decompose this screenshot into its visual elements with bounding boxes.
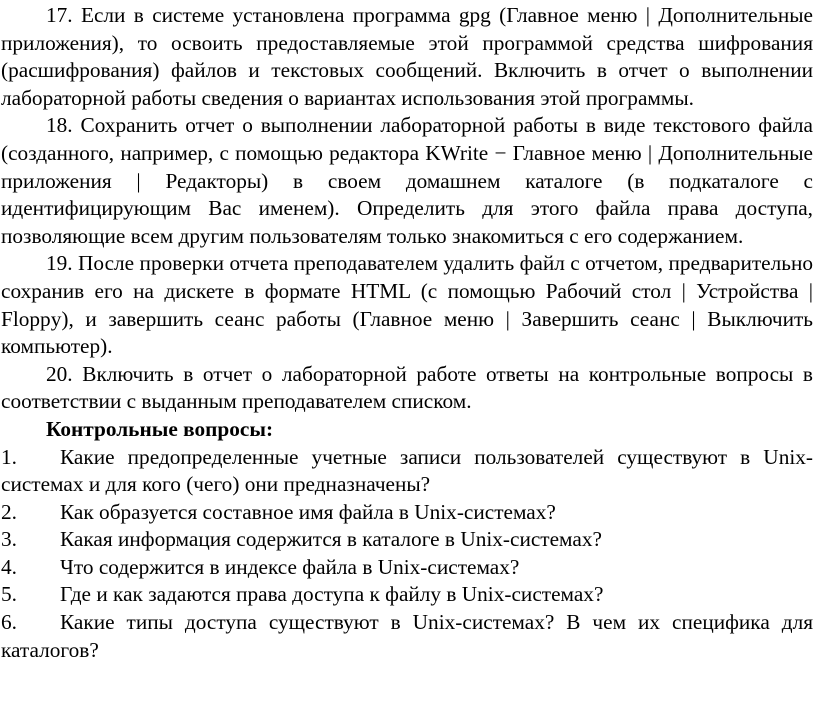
question-number: 1. bbox=[1, 444, 17, 469]
question-text: Какая информация содержится в каталоге в Unix-системах? bbox=[60, 527, 602, 552]
question-number: 4. bbox=[1, 554, 17, 579]
question-text: Какие предопределенные учетные записи пользователей существуют в Unix-системах и для кого (чего) они предназначены? bbox=[1, 444, 813, 497]
question-number: 6. bbox=[1, 610, 17, 635]
question-number: 5. bbox=[1, 582, 17, 607]
paragraph-18 bbox=[1, 112, 813, 250]
question-text: Что содержится в индексе файла в Unix-системах? bbox=[60, 554, 520, 579]
paragraph-20 bbox=[1, 361, 813, 416]
list-item bbox=[1, 609, 813, 664]
paragraph-text: Если в системе установлена программа gpg (Главное меню | Дополнительные приложения), то освоить предоставляемые этой программой средства шифрования (расшифрования) файлов и текстовых сообщений. Включить в отчет о выполнении лабораторной работы сведения о вариантах использования этой программы. bbox=[1, 3, 813, 110]
questions-heading: Контрольные вопросы: bbox=[46, 416, 274, 441]
paragraph-text: Включить в отчет о лабораторной работе ответы на контрольные вопросы в соответствии с выданным преподавателем списком. bbox=[1, 361, 813, 414]
list-item bbox=[1, 526, 813, 554]
paragraph-17 bbox=[1, 2, 813, 112]
question-number: 2. bbox=[1, 499, 17, 524]
list-item bbox=[1, 444, 813, 499]
paragraph-number: 17. bbox=[46, 3, 73, 27]
paragraph-19 bbox=[1, 250, 813, 360]
paragraph-number: 18. bbox=[46, 113, 73, 138]
list-item bbox=[1, 554, 813, 582]
paragraph-text: После проверки отчета преподавателем удалить файл с отчетом, предварительно сохранив его на дискете в формате HTML (с помощью Рабочий стол | Устройства | Floppy), и завершить сеанс работы (Главное меню | Завершить сеанс | Выключить компьютер). bbox=[1, 251, 813, 359]
question-number: 3. bbox=[1, 527, 17, 552]
questions-list bbox=[1, 444, 813, 665]
list-item bbox=[1, 581, 813, 609]
paragraph-number: 20. bbox=[46, 361, 73, 386]
question-text: Где и как задаются права доступа к файлу в Unix-системах? bbox=[60, 582, 604, 607]
list-item bbox=[1, 499, 813, 527]
question-text: Как образуется составное имя файла в Unix-системах? bbox=[60, 499, 556, 524]
question-text: Какие типы доступа существуют в Unix-системах? В чем их специфика для каталогов? bbox=[1, 610, 813, 662]
paragraph-text: Сохранить отчет о выполнении лабораторной работы в виде текстового файла (созданного, например, с помощью редактора KWrite − Главное меню | Дополнительные приложения | Редакторы) в своем домашнем каталоге (в подкаталоге с идентифицирующим Вас именем). Определить для этого файла права доступа, позволяющие всем другим пользователям только знакомиться с его содержанием. bbox=[1, 113, 814, 248]
paragraph-number: 19. bbox=[46, 251, 73, 276]
